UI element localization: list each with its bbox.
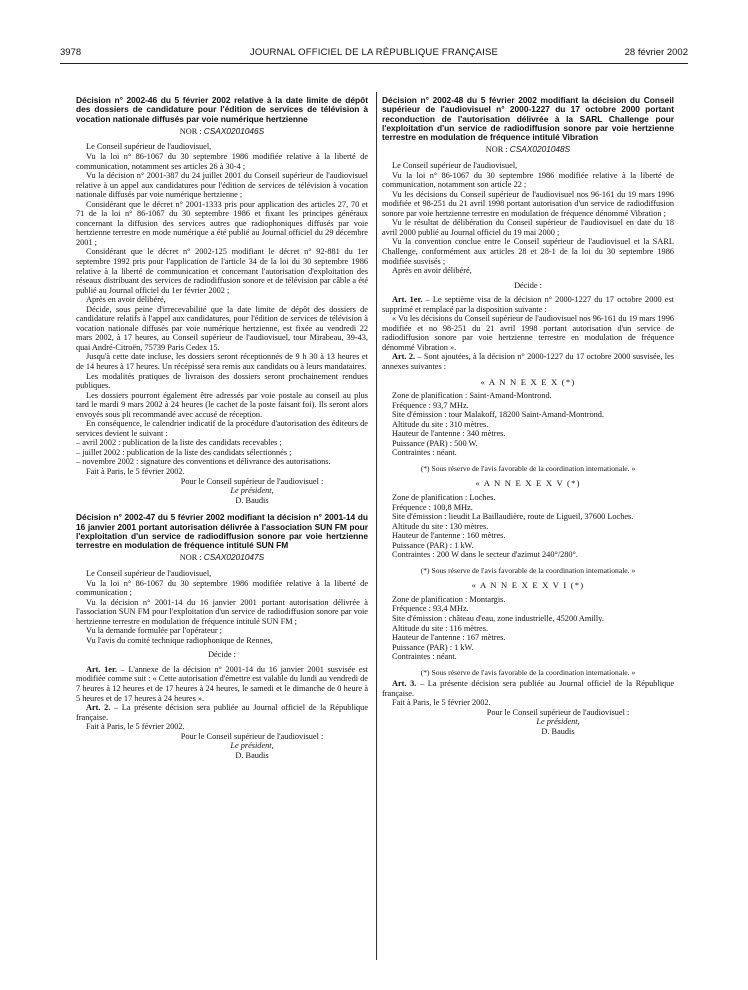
article-label: Art. 1er.: [392, 295, 423, 305]
calendar-list: [76, 438, 368, 467]
paragraph: Vu l'avis du comité technique radiophonique de Rennes,: [86, 635, 273, 645]
paragraph: Le Conseil supérieur de l'audiovisuel,: [392, 161, 518, 171]
paragraph: Vu la décision n° 2001-14 du 16 janvier 2001 portant autorisation délivrée à l'association SUN FM pour l'exploitation d'un service de radiodiffusion sonore par voie hertzienne terrestre en modulation de fréquence intitulé SUN FM ;: [76, 597, 368, 626]
list-item: – juillet 2002 : publication de la liste des candidats sélectionnés ;: [76, 447, 292, 457]
done-at: Fait à Paris, le 5 février 2002.: [392, 698, 491, 708]
page-header: [60, 47, 688, 63]
annexe-field: Zone de planification : Loches.: [392, 492, 496, 502]
page-number: 3978: [60, 47, 82, 58]
paragraph: Vu la loi n° 86-1067 du 30 septembre 1986 modifiée relative à la liberté de communication ;: [76, 578, 368, 598]
article-text: – La présente décision sera publiée au Journal officiel de la République française.: [76, 703, 368, 722]
done-at: Fait à Paris, le 5 février 2002.: [86, 467, 185, 477]
annexe-field: Site d'émission : château d'eau, zone industrielle, 45200 Amilly.: [392, 614, 604, 623]
annexe-x: [382, 378, 674, 474]
annexe-field: Contraintes : néant.: [392, 652, 457, 662]
signature-name: D. Baudis: [235, 495, 269, 505]
nor-reference: [382, 145, 674, 155]
article-2: [76, 703, 368, 722]
article-text: – Le septième visa de la décision n° 2000-1227 du 17 octobre 2000 est supprimé et remplacé par la disposition suivante :: [382, 295, 674, 314]
article-2: [382, 352, 674, 371]
nor-label: NOR :: [179, 553, 202, 563]
annexe-field: Puissance (PAR) : 1 kW.: [392, 642, 474, 652]
nor-label: NOR :: [179, 126, 202, 136]
annexe-field: Zone de planification : Montargis.: [392, 594, 506, 604]
annexe-field: Hauteur de l'antenne : 340 mètres.: [392, 429, 506, 439]
paragraph: Les modalités pratiques de livraison des dossiers seront prochainement rendues publiques.: [76, 371, 368, 391]
nor-reference: [76, 553, 368, 563]
decide-heading: Décide :: [514, 280, 542, 290]
decision-2002-48: [382, 96, 674, 737]
signature-role-line: [136, 741, 368, 751]
signature-name: D. Baudis: [235, 750, 269, 760]
decision-title: Décision n° 2002-46 du 5 février 2002 relative à la date limite de dépôt des dossiers de candidature pour l'édition de services de télévision à vocation nationale diffusés par voie numérique hertzienne: [76, 95, 368, 124]
annexe-footnote: (*) Sous réserve de l'avis favorable de la coordination internationale. »: [420, 565, 636, 575]
paragraph: Le Conseil supérieur de l'audiovisuel,: [86, 142, 212, 152]
decision-2002-46: [76, 96, 368, 505]
annexe-field: Altitude du site : 130 mètres.: [392, 521, 489, 531]
annexe-field: Altitude du site : 116 mètres.: [392, 623, 489, 633]
annexe-footnote: (*) Sous réserve de l'avis favorable de la coordination internationale. »: [420, 463, 636, 473]
annexe-field: Zone de planification : Saint-Amand-Montrond.: [392, 391, 552, 401]
article-3: [382, 679, 674, 698]
annexe-title: « A N N E X E X V I (*): [471, 580, 585, 591]
annexe-field: Fréquence : 100,8 MHz.: [392, 502, 473, 512]
signature-role-line: [442, 717, 674, 727]
signature-role-line: [136, 486, 368, 496]
signature-for: Pour le Conseil supérieur de l'audiovisuel :: [180, 476, 324, 486]
annexe-title: « A N N E X E X (*): [480, 376, 576, 387]
nor-code: CSAX0201048S: [509, 144, 571, 155]
nor-code: CSAX0201046S: [203, 125, 265, 136]
paragraph: Vu la décision n° 2001-387 du 24 juillet 2001 du Conseil supérieur de l'audiovisuel relative à un appel aux candidatures pour l'édition de services de télévision à vocation nationale diffusés par voie numérique hertzienne ;: [76, 171, 368, 200]
annexe-field: Puissance (PAR) : 1 kW.: [392, 540, 474, 550]
paragraph: Considérant que le décret n° 2001-1333 pris pour application des articles 27, 70 et 71 de la loi n° 86-1067 du 30 septembre 1986 et fixant les principes généraux concernant la diffusion des services autres que radiophoniques diffusés par voie hertzienne terrestre en mode numérique a été publié au Journal officiel du 29 décembre 2001 ;: [76, 199, 368, 247]
paragraph: Vu la convention conclue entre le Conseil supérieur de l'audiovisuel et la SARL Challenge, conformément aux articles 28 et 28-1 de la loi du 30 septembre 1986 modifiée susvisés ;: [382, 237, 674, 266]
signature-name: D. Baudis: [541, 727, 575, 737]
annexe-field: Puissance (PAR) : 500 W.: [392, 438, 478, 448]
signature-for: Pour le Conseil supérieur de l'audiovisuel :: [180, 731, 324, 741]
annexe-title: « A N N E X E X V (*): [475, 478, 581, 489]
nor-label: NOR :: [485, 145, 508, 155]
article-text: – Sont ajoutées, à la décision n° 2000-1227 du 17 octobre 2000 susvisée, les annexes suivantes :: [382, 352, 674, 371]
right-column: [382, 96, 674, 737]
article-text: – La présente décision sera publiée au Journal officiel de la République française.: [382, 679, 674, 698]
annexe-field: Altitude du site : 310 mètres.: [392, 419, 489, 429]
nor-code: CSAX0201047S: [203, 552, 265, 563]
column-divider: [376, 92, 377, 960]
decision-title: Décision n° 2002-47 du 5 février 2002 modifiant la décision n° 2001-14 du 16 janvier 2001 portant autorisation délivrée à l'association SUN FM pour l'exploitation d'un service de radiodiffusion sonore par voie hertzienne terrestre en modulation de fréquence intitulé SUN FM: [76, 512, 368, 551]
annexe-xv: [382, 479, 674, 575]
paragraph: Vu la loi n° 86-1067 du 30 septembre 1986 modifiée relative à la liberté de communication, notamment son article 22 ;: [382, 170, 674, 190]
decide-heading: Décide :: [208, 650, 236, 660]
annexe-field: Site d'émission : lieudit La Baillaudière, route de Ligueil, 37600 Loches.: [392, 512, 634, 522]
annexe-footnote: (*) Sous réserve de l'avis favorable de la coordination internationale. »: [420, 667, 636, 677]
paragraph: Décide, sous peine d'irrecevabilité que la date limite de dépôt des dossiers de candidature relatifs à l'appel aux candidatures, pour l'édition de services de télévision à vocation nationale diffusés par voie numérique hertzienne, est fixée au vendredi 22 mars 2002, à 17 heures, au Conseil supérieur de l'audiovisuel, tour Mirabeau, 39-43, quai André-Citroën, 75739 Paris Cedex 15.: [76, 304, 368, 352]
article-text: – L'annexe de la décision n° 2001-14 du 16 janvier 2001 susvisée est modifiée comme suit : « Cette autorisation d'émettre est valable du lundi au vendredi de 7 heures à 12 heures et de 17 heures à 24 heures, le samedi et le dimanche de 0 heure à 5 heures et de 17 heures à 24 heures ».: [76, 664, 368, 703]
annexe-field: Contraintes : 200 W dans le secteur d'azimut 240°/280°.: [392, 550, 578, 560]
paragraph: Vu le résultat de délibération du Conseil supérieur de l'audiovisuel en date du 18 avril 2000 publié au Journal officiel du 19 mai 2000 ;: [382, 218, 674, 237]
paragraph: En conséquence, le calendrier indicatif de la procédure d'autorisation des éditeurs de services devient le suivant :: [76, 419, 368, 438]
journal-title: JOURNAL OFFICIEL DE LA RÉPUBLIQUE FRANÇAISE: [249, 47, 499, 58]
annexe-field: Contraintes : néant.: [392, 448, 457, 458]
article-label: Art. 1er.: [86, 664, 117, 674]
article-1: [76, 665, 368, 703]
header-rule: [60, 63, 688, 64]
signature-role: Le président,: [536, 717, 580, 727]
annexe-field: Hauteur de l'antenne : 167 mètres.: [392, 633, 506, 643]
paragraph: Le Conseil supérieur de l'audiovisuel,: [86, 568, 212, 578]
done-at: Fait à Paris, le 5 février 2002.: [86, 722, 185, 732]
annexe-field: Hauteur de l'antenne : 160 mètres.: [392, 531, 506, 541]
annexe-field: Fréquence : 93,4 MHz.: [392, 604, 469, 614]
article-1: [382, 295, 674, 314]
paragraph: Les dossiers pourront également être adressés par voie postale au conseil au plus tard le mardi 9 mars 2002 à 24 heures (le cachet de la poste faisant foi). Ils seront alors envoyés sous pli recommandé avec accusé de réception.: [76, 390, 368, 419]
paragraph: Vu les décisions du Conseil supérieur de l'audiovisuel nos 96-161 du 19 mars 1996 modifiée et 98-251 du 21 avril 1998 portant autorisation d'un service de radiodiffusion sonore par voie hertzienne terrestre en modulation de fréquence dénommé Vibration ;: [382, 189, 674, 218]
signature-role: Le président,: [230, 486, 274, 496]
signature-for: Pour le Conseil supérieur de l'audiovisuel :: [486, 707, 630, 717]
paragraph: Après en avoir délibéré,: [392, 266, 472, 276]
article-label: Art. 2.: [86, 703, 111, 713]
list-item: – avril 2002 : publication de la liste des candidats recevables ;: [76, 438, 282, 448]
annexe-field: Fréquence : 93,7 MHz.: [392, 400, 469, 410]
signature-role: Le président,: [230, 741, 274, 751]
article-label: Art. 2.: [392, 352, 416, 362]
decision-title: Décision n° 2002-48 du 5 février 2002 modifiant la décision du Conseil supérieur de l'audiovisuel n° 2000-1227 du 17 octobre 2000 portant reconduction de l'autorisation délivrée à la SARL Challenge pour l'exploitation d'un service de radiodiffusion sonore par voie hertzienne terrestre en modulation de fréquence intitulé Vibration: [382, 95, 674, 143]
annexe-field: Site d'émission : tour Malakoff, 18200 Saint-Amand-Montrond.: [392, 410, 604, 420]
paragraph: Vu la demande formulée par l'opérateur ;: [86, 626, 222, 636]
article-label: Art. 3.: [392, 679, 417, 689]
decision-2002-47: [76, 513, 368, 760]
list-item: – novembre 2002 : signature des conventions et délivrance des autorisations.: [76, 457, 331, 467]
paragraph: Après en avoir délibéré,: [86, 295, 166, 305]
left-column: [76, 96, 368, 760]
paragraph: Considérant que le décret n° 2002-125 modifiant le décret n° 92-881 du 1er septembre 1992 pris pour l'application de l'article 34 de la loi du 30 septembre 1986 relative à la liberté de communication et concernant l'autorisation d'exploitation des réseaux distribuant des services de radiodiffusion sonore et de télévision par câble a été publié au Journal officiel du 1er février 2002 ;: [76, 247, 368, 295]
paragraph: Jusqu'à cette date incluse, les dossiers seront réceptionnés de 9 h 30 à 13 heures et de 14 heures à 17 heures. Un récépissé sera remis aux candidats ou à leurs mandataires.: [76, 352, 368, 372]
quoted-visa: « Vu les décisions du Conseil supérieur de l'audiovisuel nos 96-161 du 19 mars 1996 modifiée et no 98-251 du 21 avril 1998 portant autorisation d'un service de radiodiffusion sonore par voie hertzienne terrestre en modulation de fréquence dénommé Vibration ».: [382, 314, 674, 352]
nor-reference: [76, 127, 368, 137]
issue-date: 28 février 2002: [624, 47, 688, 58]
paragraph: Vu la loi n° 86-1067 du 30 septembre 1986 modifiée relative à la liberté de communication, notamment ses articles 26 à 30-4 ;: [76, 151, 368, 171]
annexe-xvi: [382, 581, 674, 677]
